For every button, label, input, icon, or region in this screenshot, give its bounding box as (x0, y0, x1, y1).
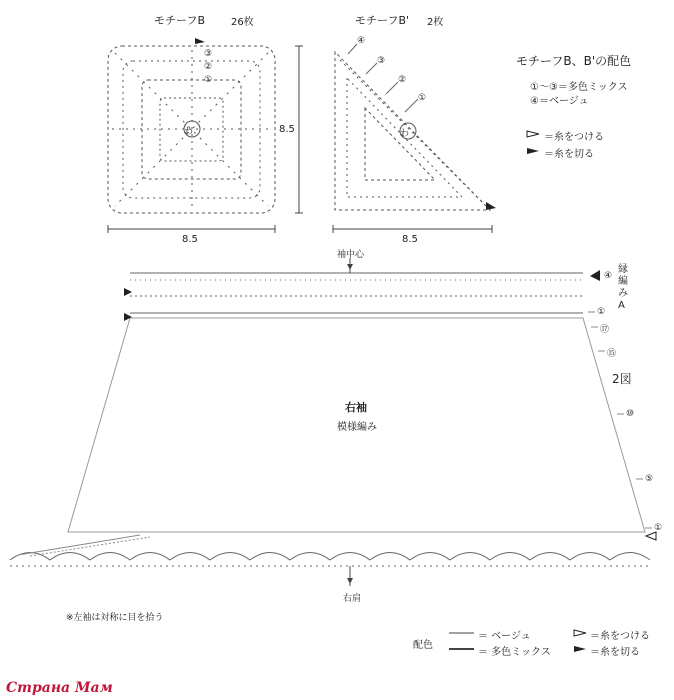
sleeve-mark-4: ④ (604, 271, 613, 281)
motif-b-width: 8.5 (182, 234, 198, 245)
watermark-logo: Страна Мам (6, 680, 113, 696)
color-table-title: モチーフB、B'の配色 (516, 54, 632, 68)
color-table-row-2: ④＝ベージュ (530, 96, 589, 107)
legend-cut: ＝糸を切る (590, 647, 640, 658)
sleeve-mark-5: ⑤ (645, 474, 654, 484)
motif-b2-count: 2枚 (427, 17, 444, 28)
legend-label: 配色 (413, 640, 433, 651)
legend-attach: ＝糸をつける (590, 631, 650, 642)
motif-b-round-2: ② (204, 62, 213, 72)
sleeve-mark-15: ⑮ (607, 349, 617, 359)
motif-b2-round-2: ② (398, 75, 407, 85)
motif-b-center: わ (184, 127, 194, 137)
figure-label: 2図 (612, 372, 632, 386)
motif-b2-center: わ (400, 129, 410, 139)
sleeve-mark-1-bottom: ① (654, 523, 663, 533)
sleeve-pattern: 模様編み (337, 422, 377, 433)
sleeve-mark-1-top: ① (597, 307, 606, 317)
motif-b2-round-1: ① (418, 93, 427, 103)
motif-b2-chart (335, 52, 490, 210)
sleeve-chart (10, 258, 650, 586)
sleeve-edge-label (618, 264, 630, 312)
sleeve-mark-17: ⑰ (600, 325, 610, 335)
sleeve-edge-label-1: 縁編み (618, 264, 628, 299)
color-table-attach: ＝糸をつける (544, 132, 604, 143)
motif-b2-round-3: ③ (377, 56, 386, 66)
motif-b2-round-4: ④ (357, 36, 366, 46)
legend-beige: ＝ ベージュ (478, 631, 531, 642)
motif-b-round-3: ③ (204, 49, 213, 59)
color-table-cut: ＝糸を切る (544, 149, 594, 160)
motif-b-title: モチーフB (154, 14, 205, 27)
motif-b-count: 26枚 (231, 17, 254, 28)
motif-b-height: 8.5 (279, 124, 295, 135)
sleeve-edge-label-2: A (618, 300, 625, 311)
sleeve-mark-10: ⑩ (626, 409, 635, 419)
sleeve-center-label: 袖中心 (337, 250, 365, 260)
color-table-row-1: ①〜③＝多色ミックス (530, 82, 628, 93)
legend-mix: ＝ 多色ミックス (478, 647, 551, 658)
sleeve-note: ※左袖は対称に目を拾う (66, 613, 164, 623)
sleeve-shoulder: 右肩 (343, 594, 362, 604)
sleeve-name: 右袖 (345, 401, 367, 414)
motif-b2-width: 8.5 (402, 234, 418, 245)
motif-b2-title: モチーフB' (355, 14, 410, 27)
motif-b-round-1: ① (204, 75, 213, 85)
